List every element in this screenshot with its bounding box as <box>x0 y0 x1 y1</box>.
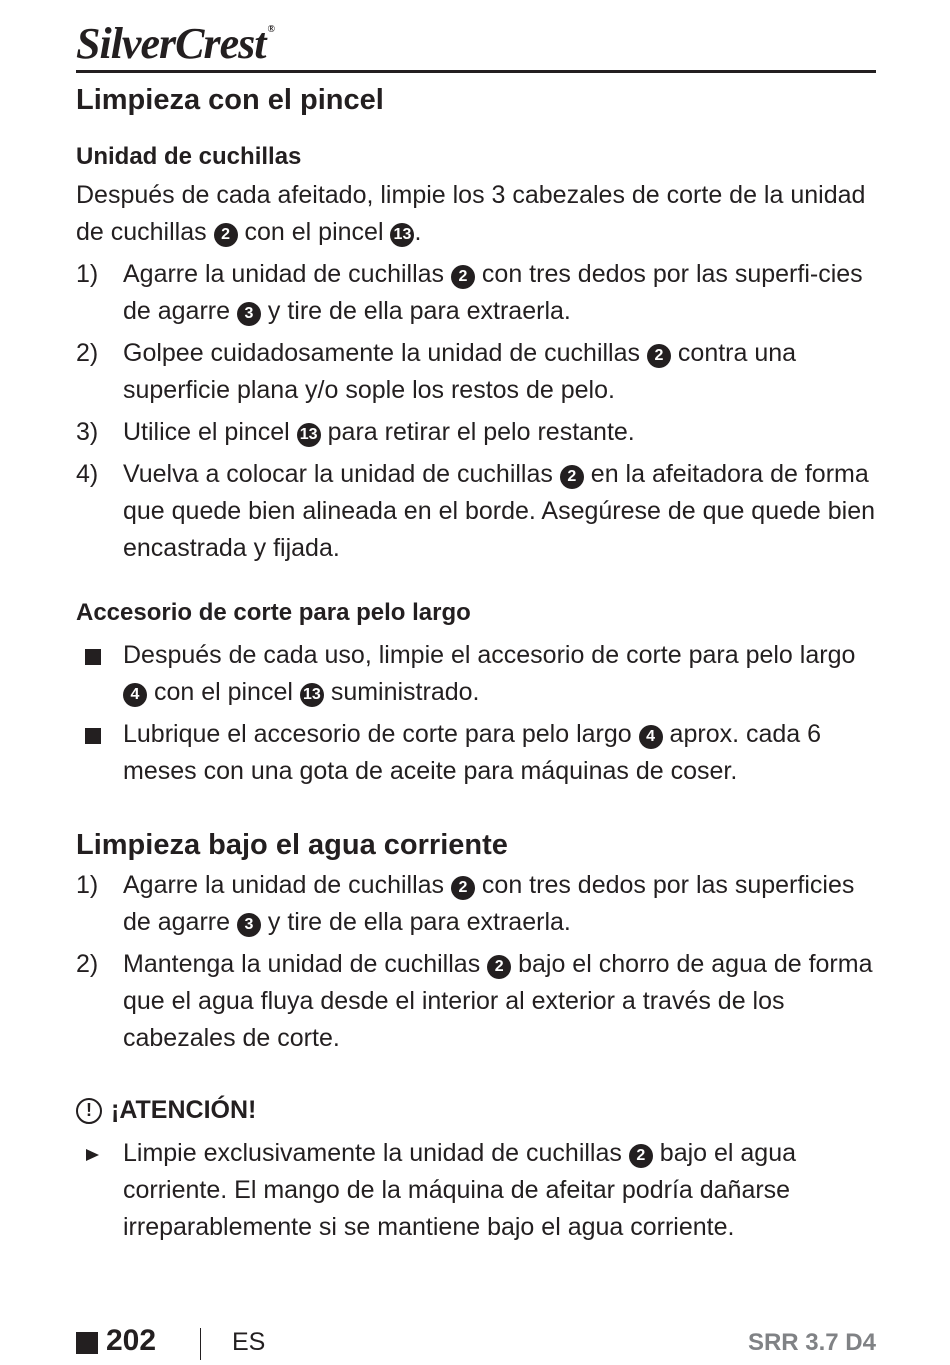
text-run: con tres dedos por las superficies de agarre <box>123 871 855 936</box>
text-run: contra una superficie plana y/o sople los restos de pelo. <box>123 339 797 404</box>
exclamation-circle-icon: ! <box>76 1098 102 1124</box>
text-run: bajo el chorro de agua de forma que el agua fluya desde el interior al exterior a través de los cabezales de corte. <box>123 950 873 1052</box>
text-run: con el pincel <box>237 218 391 246</box>
list-item <box>76 1135 876 1246</box>
section-heading-blade-unit: Unidad de cuchillas <box>76 143 302 170</box>
reference-number-badge: 2 <box>451 265 475 289</box>
text-run: y tire de ella para extraerla. <box>260 297 571 325</box>
step-number: 4) <box>76 460 99 488</box>
text-run: Después de cada uso, limpie el accesorio de corte para pelo largo <box>123 641 856 669</box>
text-run: con tres dedos por las superfi-cies de agarre <box>123 260 863 325</box>
step-number: 2) <box>76 339 99 367</box>
reference-number-badge: 13 <box>390 223 414 247</box>
text-run: Vuelva a colocar la unidad de cuchillas <box>123 460 560 488</box>
section-heading-long-hair: Accesorio de corte para pelo largo <box>76 599 471 626</box>
reference-number-badge: 2 <box>487 955 511 979</box>
text-run: Mantenga la unidad de cuchillas <box>123 950 488 978</box>
attention-list <box>76 1135 876 1246</box>
text-run: aprox. cada 6 meses con una gota de aceite para máquinas de coser. <box>123 720 822 785</box>
item-text <box>123 339 796 404</box>
item-text <box>123 871 854 936</box>
page-number: 202 <box>106 1324 157 1357</box>
reference-number-badge: 4 <box>639 725 663 749</box>
footer-square-icon <box>76 1332 98 1354</box>
section-running-water <box>76 829 876 1057</box>
reference-number-badge: 3 <box>237 913 261 937</box>
text-run: Limpie exclusivamente la unidad de cuchillas <box>123 1139 629 1167</box>
text-run: Agarre la unidad de cuchillas <box>123 871 451 899</box>
reference-number-badge: 3 <box>237 302 261 326</box>
step-number: 1) <box>76 871 99 899</box>
item-text <box>123 418 635 446</box>
arrow-bullet-icon <box>86 1149 99 1161</box>
step-item <box>76 946 876 1057</box>
brand-logo <box>76 18 274 69</box>
model-number: SRR 3.7 D4 <box>747 1329 876 1356</box>
attention-block <box>76 1130 876 1246</box>
section-heading-running-water: Limpieza bajo el agua corriente <box>76 829 508 861</box>
step-number: 1) <box>76 260 99 288</box>
brand-name: SilverCrest <box>76 19 266 68</box>
item-text <box>123 950 872 1052</box>
item-text <box>123 460 875 562</box>
text-run: bajo el agua corriente. El mango de la máquina de afeitar podría dañarse irreparablemente si se mantiene bajo el agua corriente. <box>123 1139 797 1241</box>
blade-steps-list <box>76 256 876 567</box>
header-rule <box>76 70 876 73</box>
section-blade-unit <box>76 143 876 567</box>
item-text <box>123 1139 796 1241</box>
text-run: para retirar el pelo restante. <box>320 418 635 446</box>
step-item <box>76 867 876 941</box>
text-run: en la afeitadora de forma que quede bien alineada en el borde. Asegúrese de que quede bien encastrada y fijada. <box>123 460 876 562</box>
intro-paragraph <box>76 177 876 251</box>
step-item <box>76 335 876 409</box>
text-run: Lubrique el accesorio de corte para pelo largo <box>123 720 639 748</box>
reference-number-badge: 4 <box>123 683 147 707</box>
text-run: Golpee cuidadosamente la unidad de cuchillas <box>123 339 647 367</box>
footer-divider <box>200 1328 201 1360</box>
step-number: 2) <box>76 950 99 978</box>
page-title: Limpieza con el pincel <box>76 84 384 116</box>
reference-number-badge: 2 <box>451 876 475 900</box>
text-run: con el pincel <box>147 678 300 706</box>
item-text <box>123 641 855 706</box>
reference-number-badge: 2 <box>560 465 584 489</box>
item-text <box>123 260 863 325</box>
text-run: Utilice el pincel <box>123 418 297 446</box>
reference-number-badge: 2 <box>629 1144 653 1168</box>
step-number: 3) <box>76 418 99 446</box>
square-bullet-icon <box>85 649 101 665</box>
reference-number-badge: 2 <box>647 344 671 368</box>
text-run: suministrado. <box>323 678 480 706</box>
step-item <box>76 456 876 567</box>
language-code: ES <box>232 1328 266 1356</box>
attention-label: ¡ATENCIÓN! <box>111 1096 257 1124</box>
text-run: y tire de ella para extraerla. <box>260 908 571 936</box>
section-long-hair <box>76 599 876 790</box>
water-steps-list <box>76 867 876 1057</box>
step-item <box>76 256 876 330</box>
text-run: Después de cada afeitado, limpie los 3 cabezales de corte de la unidad de cuchillas <box>76 181 866 246</box>
registered-mark: ® <box>267 24 274 35</box>
reference-number-badge: 2 <box>214 223 238 247</box>
item-text <box>123 720 821 785</box>
reference-number-badge: 13 <box>297 423 321 447</box>
step-item <box>76 414 876 451</box>
reference-number-badge: 13 <box>300 683 324 707</box>
square-bullet-icon <box>85 728 101 744</box>
attention-heading <box>76 1096 256 1125</box>
long-hair-bullets <box>76 637 876 790</box>
page-footer <box>76 1324 876 1364</box>
list-item <box>76 637 876 711</box>
text-run: . <box>414 218 422 246</box>
list-item <box>76 716 876 790</box>
text-run: Agarre la unidad de cuchillas <box>123 260 451 288</box>
